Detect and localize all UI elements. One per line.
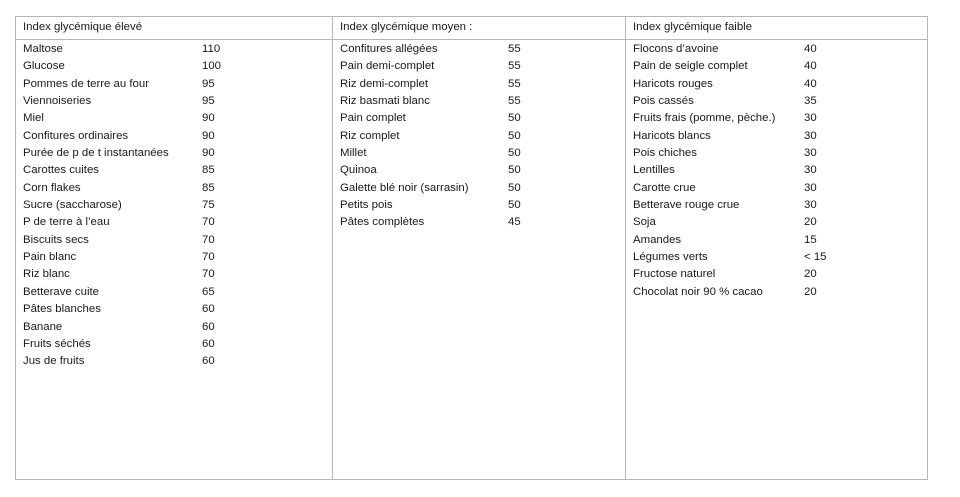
gi-value: 45 <box>508 216 521 229</box>
table-row <box>626 214 927 231</box>
gi-value: 50 <box>508 147 521 160</box>
gi-value: 30 <box>804 199 817 212</box>
column-header-medium: Index glycémique moyen : <box>333 17 626 40</box>
table-row <box>626 128 927 145</box>
gi-value: 70 <box>202 233 215 246</box>
gi-value: 50 <box>508 112 521 125</box>
table-row <box>333 93 626 110</box>
gi-value: 70 <box>202 268 215 281</box>
gi-value: 55 <box>508 95 521 108</box>
gi-value: 40 <box>804 60 817 73</box>
gi-value: 40 <box>804 77 817 90</box>
gi-value: 95 <box>202 77 215 90</box>
gi-value: 110 <box>202 43 221 55</box>
table-row <box>626 145 927 162</box>
food-name: Galette blé noir (sarrasin) <box>340 181 469 194</box>
food-name: Pommes de terre au four <box>23 77 149 90</box>
table-row <box>333 58 626 75</box>
table-row <box>333 41 626 58</box>
gi-value: 90 <box>202 129 215 142</box>
table-row <box>626 110 927 127</box>
table-row <box>16 353 332 370</box>
table-row <box>333 214 626 231</box>
food-name: Lentilles <box>633 164 675 177</box>
gi-value: 85 <box>202 181 215 194</box>
rows-medium-gi <box>333 40 626 232</box>
gi-value: 30 <box>804 181 817 194</box>
gi-value: 100 <box>202 60 222 73</box>
food-name: Pain complet <box>340 112 406 125</box>
table-row <box>626 93 927 110</box>
table-row <box>16 180 332 197</box>
food-name: Purée de p de t instantanées <box>23 147 169 160</box>
food-name: Pain blanc <box>23 251 77 264</box>
food-name: Haricots rouges <box>633 77 713 90</box>
gi-value: 15 <box>804 233 817 246</box>
gi-value: 70 <box>202 251 215 264</box>
gi-value: 35 <box>804 95 817 108</box>
gi-value: 75 <box>202 199 215 212</box>
food-name: Quinoa <box>340 164 377 177</box>
gi-value: 55 <box>508 77 521 90</box>
glycemic-index-table <box>15 16 928 480</box>
food-name: Glucose <box>23 60 65 73</box>
food-name: Amandes <box>633 233 682 246</box>
food-name: Riz blanc <box>23 268 70 281</box>
food-name: Petits pois <box>340 199 393 212</box>
food-name: Jus de fruits <box>23 355 85 368</box>
food-name: Riz demi-complet <box>340 77 428 90</box>
table-row <box>626 58 927 75</box>
food-name: Banane <box>23 320 63 333</box>
gi-value: 50 <box>508 129 521 142</box>
food-name: Pois cassés <box>633 95 694 108</box>
table-row <box>626 266 927 283</box>
gi-value: 50 <box>508 181 521 194</box>
table-row <box>16 319 332 336</box>
gi-value: 30 <box>804 147 817 160</box>
food-name: Légumes verts <box>633 251 708 264</box>
gi-value: 60 <box>202 320 215 333</box>
table-row <box>16 58 332 75</box>
table-row <box>16 110 332 127</box>
food-name: Betterave rouge crue <box>633 199 740 212</box>
gi-value: 30 <box>804 112 817 125</box>
food-name: Pâtes blanches <box>23 303 101 316</box>
food-name: Millet <box>340 147 367 160</box>
rows-high-gi <box>16 40 332 371</box>
table-row <box>16 41 332 58</box>
table-row <box>626 180 927 197</box>
food-name: Riz complet <box>340 129 400 142</box>
gi-value: 30 <box>804 129 817 142</box>
gi-value: 50 <box>508 164 521 177</box>
food-name: Confitures allégées <box>340 43 438 55</box>
food-name: Chocolat noir 90 % cacao <box>633 285 763 298</box>
table-row <box>626 284 927 301</box>
gi-value: 90 <box>202 112 215 125</box>
table-row <box>16 301 332 318</box>
column-low-gi <box>625 17 927 479</box>
food-name: Riz basmati blanc <box>340 95 430 108</box>
gi-value: 60 <box>202 337 215 350</box>
table-row <box>16 197 332 214</box>
food-name: Biscuits secs <box>23 233 89 246</box>
gi-value: 40 <box>804 43 817 55</box>
table-row <box>333 197 626 214</box>
food-name: Pain demi-complet <box>340 60 435 73</box>
gi-value: 95 <box>202 95 215 108</box>
table-row <box>16 232 332 249</box>
food-name: Pois chiches <box>633 147 697 160</box>
gi-value: < 15 <box>804 251 827 264</box>
table-row <box>16 93 332 110</box>
table-row <box>16 128 332 145</box>
table-row <box>16 145 332 162</box>
table-row <box>626 41 927 58</box>
gi-value: 85 <box>202 164 215 177</box>
table-row <box>333 110 626 127</box>
table-row <box>333 180 626 197</box>
column-header-low: Index glycémique faible <box>626 17 927 40</box>
food-name: Soja <box>633 216 656 229</box>
food-name: Betterave cuite <box>23 285 99 298</box>
gi-value: 55 <box>508 43 521 55</box>
table-row <box>16 214 332 231</box>
food-name: Miel <box>23 112 44 125</box>
gi-value: 65 <box>202 285 215 298</box>
food-name: Sucre (saccharose) <box>23 199 122 212</box>
table-row <box>333 76 626 93</box>
table-row <box>16 162 332 179</box>
rows-low-gi <box>626 40 927 301</box>
gi-value: 20 <box>804 216 817 229</box>
gi-value: 90 <box>202 147 215 160</box>
food-name: Maltose <box>23 43 63 55</box>
gi-value: 60 <box>202 303 215 316</box>
table-row <box>626 162 927 179</box>
food-name: Fructose naturel <box>633 268 716 281</box>
gi-value: 55 <box>508 60 521 73</box>
food-name: Pâtes complètes <box>340 216 425 229</box>
table-row <box>16 76 332 93</box>
food-name: Carottes cuites <box>23 164 99 177</box>
gi-value: 20 <box>804 285 817 298</box>
table-row <box>16 284 332 301</box>
gi-value: 30 <box>804 164 817 177</box>
column-medium-gi <box>332 17 626 479</box>
food-name: Corn flakes <box>23 181 81 194</box>
table-row <box>626 76 927 93</box>
food-name: P de terre à l’eau <box>23 216 110 229</box>
table-row <box>626 232 927 249</box>
column-high-gi <box>16 17 332 479</box>
column-header-high: Index glycémique élevé <box>16 17 332 40</box>
table-row <box>333 145 626 162</box>
table-row <box>333 162 626 179</box>
food-name: Viennoiseries <box>23 95 92 108</box>
table-row <box>333 128 626 145</box>
food-name: Fruits frais (pomme, pèche.) <box>633 112 776 125</box>
gi-value: 50 <box>508 199 521 212</box>
food-name: Flocons d’avoine <box>633 43 719 55</box>
table-row <box>626 197 927 214</box>
food-name: Confitures ordinaires <box>23 129 129 142</box>
food-name: Pain de seigle complet <box>633 60 748 73</box>
table-row <box>626 249 927 266</box>
gi-value: 20 <box>804 268 817 281</box>
food-name: Carotte crue <box>633 181 696 194</box>
gi-value: 70 <box>202 216 215 229</box>
table-row <box>16 266 332 283</box>
food-name: Fruits séchés <box>23 337 91 350</box>
gi-value: 60 <box>202 355 215 368</box>
table-row <box>16 336 332 353</box>
food-name: Haricots blancs <box>633 129 711 142</box>
table-row <box>16 249 332 266</box>
